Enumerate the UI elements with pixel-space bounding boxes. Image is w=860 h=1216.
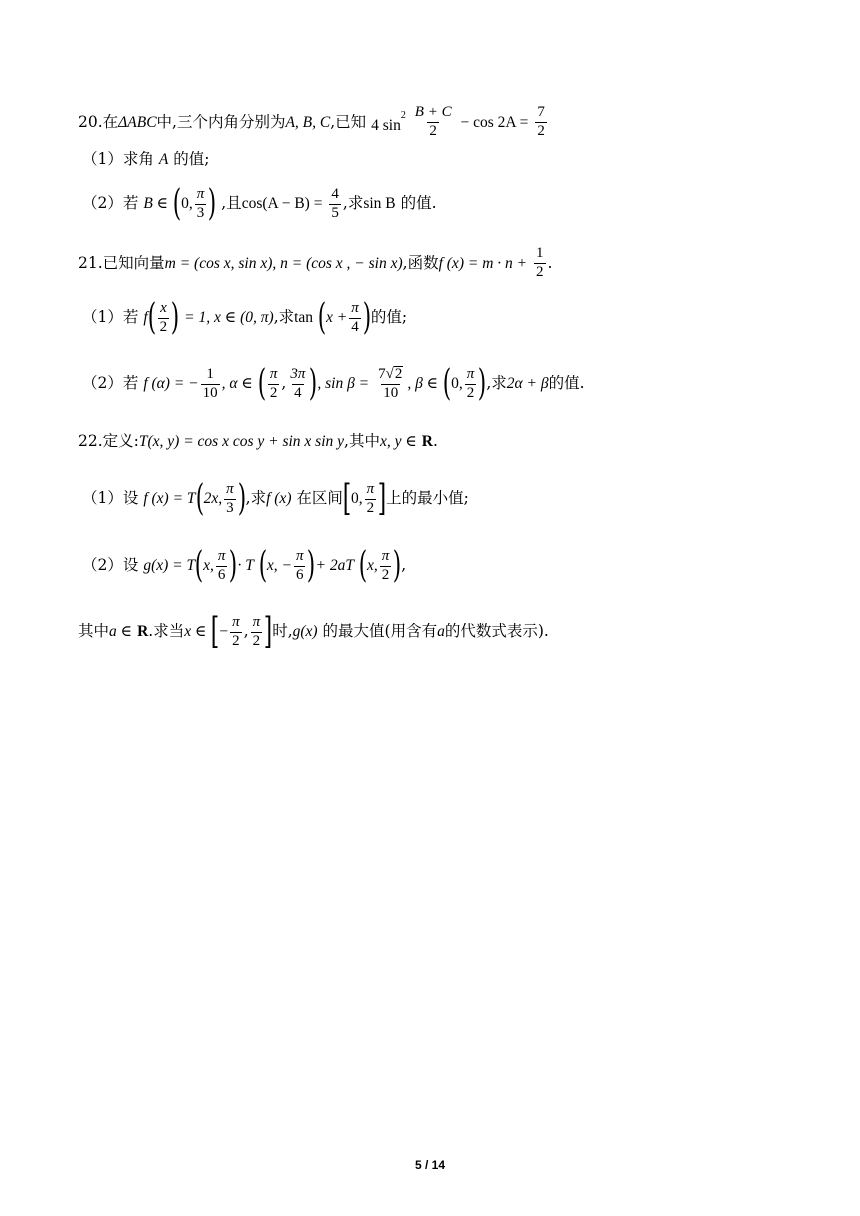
q22-cont-mid: .求当 [148,622,185,641]
q22-int-pi-half: $\frac{\pi}{2}$ [366,480,375,516]
q21-part1 [82,297,408,338]
q20-part2-end: 的值. [400,194,437,213]
q22-pi-sixth: $\frac{\pi}{6}$ [217,547,226,583]
q22-vars: x, y ∈ [379,433,417,451]
left-bracket: [ [342,478,352,519]
page-number: 5 / 14 [414,1158,446,1172]
q22-part1-end: 上的最小值; [386,489,469,508]
q22-cont-prefix: 其中 [78,622,110,641]
q21-f-alpha: f (α) = − [143,375,199,393]
q22-reals: R [421,433,433,451]
q22-part1 [82,478,469,519]
q21-end: . [547,253,553,272]
q20-coef: 4 $\sin^2$ [371,110,406,134]
q21-beta-in: , β ∈ [407,375,439,393]
q22-prefix: 22.定义: [78,432,139,451]
q20-part1-var: A [158,151,169,169]
left-paren: ( [442,363,452,404]
q20-part2 [82,183,437,224]
q21-tan-x: x + [326,309,348,327]
q21-fdef: f (x) = m · n + [438,254,528,272]
q20-interval-left: 0, [181,195,193,213]
q21-vectors: m = (cos x, sin x), n = (cos x , − sin x) [164,254,403,272]
q22-intro [78,434,438,450]
right-bracket: ] [263,611,273,652]
q21-pi-half: $\frac{\pi}{2}$ [269,365,278,401]
q22-cont-end2: 的代数式表示). [444,622,549,641]
q21-intro [78,246,552,281]
q21-pi-quarter: $\frac{\pi}{4}$ [351,299,359,335]
q22-neg-pi-sixth: $\frac{\pi}{6}$ [295,547,304,583]
right-paren: ) [478,363,487,404]
q21-half: $\frac{1}{2}$ [536,245,544,280]
q22-cont-a: a ∈ [109,623,133,641]
q21-tan: tan [294,309,314,327]
right-paren: ) [393,545,402,586]
q22-cont-reals: R [137,623,149,641]
q22-a3: x, [366,557,378,575]
q21-part1-eq: = 1, x ∈ (0, π) [184,309,274,327]
q20-part1-end: 的值; [173,150,210,169]
q20-intro [78,105,549,140]
q20-cos-expr: cos(A − B) = [241,195,323,213]
q21-x-half: $\frac{x}{2}$ [159,299,168,335]
q20-prefix: 20.在 [78,112,119,131]
q21-part1-label: （1）若 [82,308,139,327]
q20-sinb: sin B [363,195,396,213]
q22-part2 [82,545,407,586]
q21-part2-end: 的值. [548,374,585,393]
q20-bc-fraction: $\frac{B + C}{2}$ [414,104,452,139]
q21-b-left: 0, [451,375,463,393]
q21-b-pi-half: $\frac{\pi}{2}$ [466,365,475,401]
q20-part2-ask: ,求 [342,194,364,213]
q20-triangle: ΔABC [118,113,157,131]
q20-part2-label: （2）若 [82,194,139,213]
q20-part1 [82,152,209,168]
q21-mid: ,函数 [402,253,439,272]
q22-f: f (x) = T [143,490,196,508]
q21-one-tenth: $\frac{1}{10}$ [202,365,218,401]
right-paren: ) [170,297,180,338]
q22-g: g(x) = T [143,557,196,575]
q20-known: ,已知 [330,112,367,131]
q22-part1-ask: ,求 [245,489,267,508]
q20-angles: A, B, C [285,113,331,131]
q21-part1-f: f [143,309,148,327]
q22-continuation: 其中a ∈ R.求当x ∈ [− $\frac{\pi}{2}$ , $\frac{\pi}{2}$ ]时,g(x) 的最大值(用含有a的代数式表示). [78,611,549,652]
q22-neg: − [219,623,229,641]
q21-part1-ask: ,求 [273,308,295,327]
q22-cont-g: g(x) [292,623,318,641]
q20-part1-label: （1）求角 [82,150,154,169]
left-bracket: [ [211,611,220,652]
q21-prefix: 21.已知向量 [78,253,165,272]
q22-int-left: 0, [350,490,363,508]
left-paren: ( [258,545,268,586]
left-paren: ( [358,545,368,586]
q22-pi-third: $\frac{\pi}{3}$ [226,480,234,516]
left-paren: ( [172,183,182,224]
right-paren: ) [362,297,372,338]
q21-part2: （2）若 f (α) = − $\frac{1}{10}$ , α ∈ ( $\frac{\pi}{2}$ , $\frac{3\pi}{4}$ ), sin β = $\frac{7√2}{10}$ , β ∈ (0, $\frac{\pi}{2}$ ),求2α + β的值. [82,363,585,404]
left-paren: ( [317,297,327,338]
q21-part2-label: （2）若 [82,374,139,393]
q22-mid: ,其中 [344,432,380,451]
q21-alpha-in: , α ∈ [221,375,253,393]
q22-part1-label: （1）设 [82,489,139,508]
q22-dot-t: · T [237,557,254,575]
q20-part2-mid: ,且 [221,194,242,213]
q21-expr: 2α + β [506,375,549,393]
right-paren: ) [309,363,318,404]
q22-cont-var: a [437,623,445,641]
right-paren: ) [208,183,217,224]
right-paren: ) [307,545,316,586]
q22-arg: 2x, [203,490,223,508]
q21-sin-beta: , sin β = [317,375,370,393]
right-paren: ) [237,478,246,519]
q21-part2-ask: ,求 [486,374,507,393]
q21-seven-root2: $\frac{7√2}{10}$ [378,366,403,401]
q20-mid: 中,三个内角分别为 [156,112,286,131]
q20-minus-cos: − cos 2A = [460,113,529,131]
q21-three-pi-quarter: $\frac{3\pi}{4}$ [290,365,306,401]
q20-four-fifths: $\frac{4}{5}$ [331,185,339,221]
q22-cont-when: 时, [272,622,293,641]
q22-cont-left: $\frac{\pi}{2}$ [232,613,240,649]
q22-part2-label: （2）设 [82,556,139,575]
q20-rhs-fraction: $\frac{7}{2}$ [537,104,545,139]
q22-a1: x, [203,557,214,575]
left-paren: ( [194,545,204,586]
q22-tdef: T(x, y) = cos x cos y + sin x sin y [138,433,345,451]
q21-part1-end: 的值; [370,308,408,327]
q22-comma: , [401,556,407,575]
left-paren: ( [147,297,156,338]
q22-end: . [432,432,438,451]
q22-pi-half: $\frac{\pi}{2}$ [381,547,390,583]
q22-cont-right: $\frac{\pi}{2}$ [252,613,261,649]
q20-pi-third: $\frac{\pi}{3}$ [196,185,205,221]
left-paren: ( [195,478,204,519]
q22-a2: x, − [266,557,292,575]
right-bracket: ] [377,478,387,519]
q22-fx: f (x) [266,490,292,508]
left-paren: ( [257,363,267,404]
q22-part1-mid: 在区间 [296,489,343,508]
q22-cont-x: x ∈ [184,623,207,641]
q22-cont-end1: 的最大值(用含有 [322,622,438,641]
q22-plus-2at: + 2aT [315,557,354,575]
right-paren: ) [229,545,238,586]
q20-part2-var: B ∈ [143,195,169,213]
